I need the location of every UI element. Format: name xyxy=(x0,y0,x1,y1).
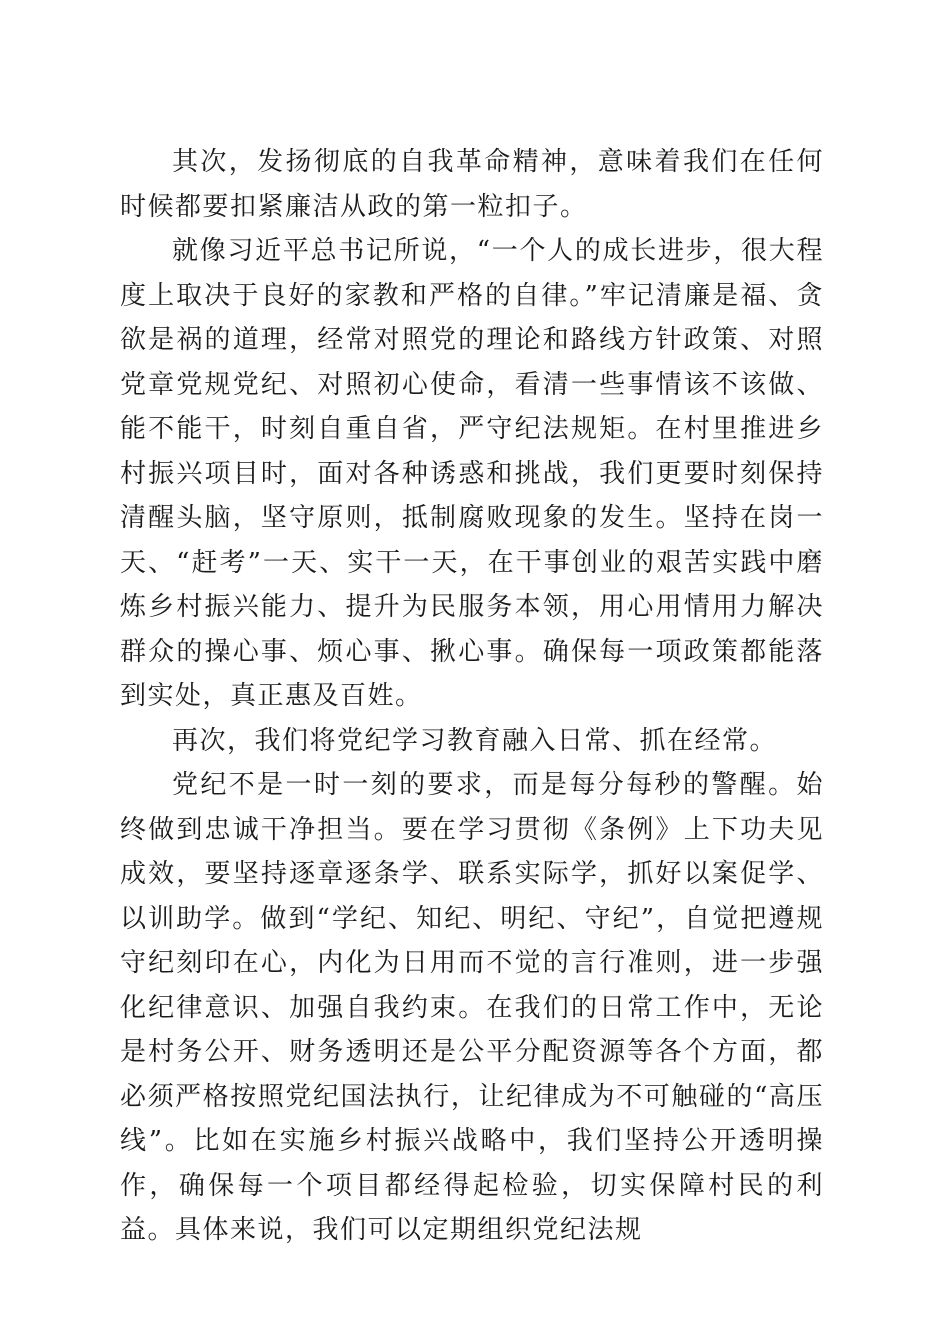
paragraph-3: 再次，我们将党纪学习教育融入日常、抓在经常。 xyxy=(172,725,778,756)
document-body xyxy=(120,140,824,1253)
paragraph-1: 其次，发扬彻底的自我革命精神，意味着我们在任何时候都要扣紧廉洁从政的第一粒扣子。 xyxy=(120,147,824,222)
paragraph-4: 党纪不是一时一刻的要求，而是每分每秒的警醒。始终做到忠诚干净担当。要在学习贯彻《条例》上下功夫见成效，要坚持逐章逐条学、联系实际学，抓好以案促学、以训助学。做到“学纪、知纪、明纪、守纪”，自觉把遵规守纪刻印在心，内化为日用而不觉的言行准则，进一步强化纪律意识、加强自我约束。在我们的日常工作中，无论是村务公开、财务透明还是公平分配资源等各个方面，都必须严格按照党纪国法执行，让纪律成为不可触碰的“高压线”。比如在实施乡村振兴战略中，我们坚持公开透明操作，确保每一个项目都经得起检验，切实保障村民的利益。具体来说，我们可以定期组织党纪法规 xyxy=(120,770,824,1245)
paragraph-2: 就像习近平总书记所说，“一个人的成长进步，很大程度上取决于良好的家教和严格的自律。”牢记清廉是福、贪欲是祸的道理，经常对照党的理论和路线方针政策、对照党章党规党纪、对照初心使命，看清一些事情该不该做、能不能干，时刻自重自省，严守纪法规矩。在村里推进乡村振兴项目时，面对各种诱惑和挑战，我们更要时刻保持清醒头脑，坚守原则，抵制腐败现象的发生。坚持在岗一天、“赶考”一天、实干一天，在干事创业的艰苦实践中磨炼乡村振兴能力、提升为民服务本领，用心用情用力解决群众的操心事、烦心事、揪心事。确保每一项政策都能落到实处，真正惠及百姓。 xyxy=(120,236,824,711)
